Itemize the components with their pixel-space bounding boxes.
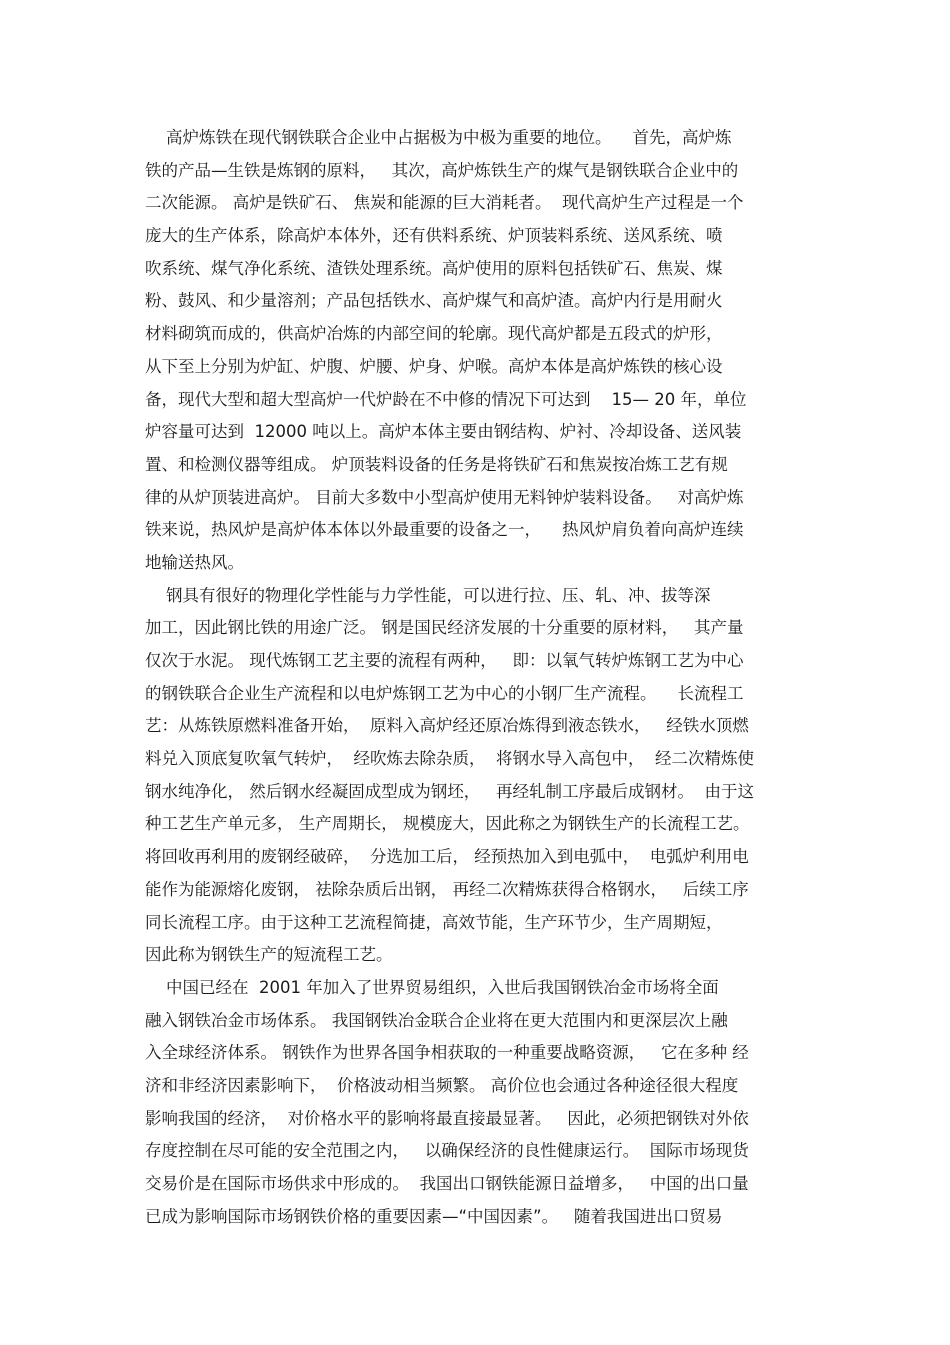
text-line: 已成为影响国际市场钢铁价格的重要因素—“中国因素”。 随着我国进出口贸易 — [145, 1206, 723, 1226]
text-line: 影响我国的经济， 对价格水平的影响将最直接最显著。 因此，必须把钢铁对外依 — [145, 1108, 749, 1128]
text-line: 从下至上分别为炉缸、炉腹、炉腰、炉身、炉喉。高炉本体是高炉炼铁的核心设 — [145, 356, 723, 376]
text-line: 庞大的生产体系，除高炉本体外，还有供料系统、炉顶装料系统、送风系统、喷 — [145, 226, 723, 246]
text-line: 地输送热风。 — [145, 552, 244, 572]
text-line: 料兑入顶底复吹氧气转炉， 经吹炼去除杂质， 将钢水导入高包中， 经二次精炼使 — [145, 749, 754, 769]
text-line: 材料砌筑而成的，供高炉冶炼的内部空间的轮廓。现代高炉都是五段式的炉形， — [145, 324, 723, 344]
text-line: 二次能源。 高炉是铁矿石、 焦炭和能源的巨大消耗者。 现代高炉生产过程是一个 — [145, 193, 744, 213]
body-text — [145, 122, 815, 1233]
paragraph-blast-furnace — [145, 122, 815, 580]
text-line: 艺：从炼铁原燃料准备开始， 原料入高炉经还原冶炼得到液态铁水， 经铁水顶燃 — [145, 716, 749, 736]
text-line: 仅次于水泥。 现代炼钢工艺主要的流程有两种， 即：以氧气转炉炼钢工艺为中心 — [145, 651, 744, 670]
text-line: 将回收再利用的废钢经破碎， 分选加工后， 经预热加入到电弧中， 电弧炉利用电 — [145, 847, 749, 867]
text-line: 置、和检测仪器等组成。 炉顶装料设备的任务是将铁矿石和焦炭按冶炼工艺有规 — [145, 454, 728, 474]
text-line: 因此称为钢铁生产的短流程工艺。 — [145, 945, 393, 965]
text-line: 铁的产品—生铁是炼钢的原料， 其次，高炉炼铁生产的煤气是钢铁联合企业中的 — [145, 160, 739, 180]
text-line: 备，现代大型和超大型高炉一代炉龄在不中修的情况下可达到 15— 20 年，单位 — [145, 389, 747, 409]
text-line: 炉容量可达到 12000 吨以上。高炉本体主要由钢结构、炉衬、冷却设备、送风装 — [145, 422, 742, 442]
text-line: 同长流程工序。由于这种工艺流程简捷，高效节能，生产环节少，生产周期短， — [145, 912, 723, 932]
text-line: 能作为能源熔化废钢， 祛除杂质后出钢， 再经二次精炼获得合格钢水， 后续工序 — [145, 879, 749, 899]
text-line: 的钢铁联合企业生产流程和以电炉炼钢工艺为中心的小钢厂生产流程。 长流程工 — [145, 683, 744, 703]
text-line: 粉、鼓风、和少量溶剂；产品包括铁水、高炉煤气和高炉渣。高炉内行是用耐火 — [145, 291, 723, 311]
text-line: 铁来说，热风炉是高炉体本体以外最重要的设备之一， 热风炉肩负着向高炉连续 — [145, 520, 744, 540]
text-line: 存度控制在尽可能的安全范围之内， 以确保经济的良性健康运行。 国际市场现货 — [145, 1141, 749, 1161]
text-line: 融入钢铁冶金市场体系。 我国钢铁冶金联合企业将在更大范围内和更深层次上融 — [145, 1010, 728, 1030]
paragraph-china-trade — [145, 972, 815, 1234]
paragraph-steelmaking — [145, 580, 815, 972]
text-line: 入全球经济体系。 钢铁作为世界各国争相获取的一种重要战略资源， 它在多种 经 — [145, 1043, 749, 1063]
text-line: 加工，因此钢比铁的用途广泛。 钢是国民经济发展的十分重要的原材料， 其产量 — [145, 618, 744, 638]
text-line: 钢水纯净化， 然后钢水经凝固成型成为钢坯， 再经轧制工序最后成钢材。 由于这 — [145, 781, 754, 801]
text-line: 高炉炼铁在现代钢铁联合企业中占据极为中极为重要的地位。 首先，高炉炼 — [145, 128, 732, 147]
text-line: 律的从炉顶装进高炉。 目前大多数中小型高炉使用无料钟炉装料设备。 对高炉炼 — [145, 487, 744, 507]
text-line: 钢具有很好的物理化学性能与力学性能，可以进行拉、压、轧、冲、拔等深 — [145, 585, 711, 605]
text-line: 济和非经济因素影响下， 价格波动相当频繁。 高价位也会通过各种途径很大程度 — [145, 1075, 739, 1095]
text-line: 吹系统、煤气净化系统、渣铁处理系统。高炉使用的原料包括铁矿石、焦炭、煤 — [145, 258, 723, 278]
text-line: 种工艺生产单元多， 生产周期长， 规模庞大，因此称之为钢铁生产的长流程工艺。 — [145, 814, 750, 834]
text-line: 交易价是在国际市场供求中形成的。 我国出口钢铁能源日益增多， 中国的出口量 — [145, 1174, 749, 1193]
text-line: 中国已经在 2001 年加入了世界贸易组织，入世后我国钢铁冶金市场将全面 — [145, 977, 719, 997]
